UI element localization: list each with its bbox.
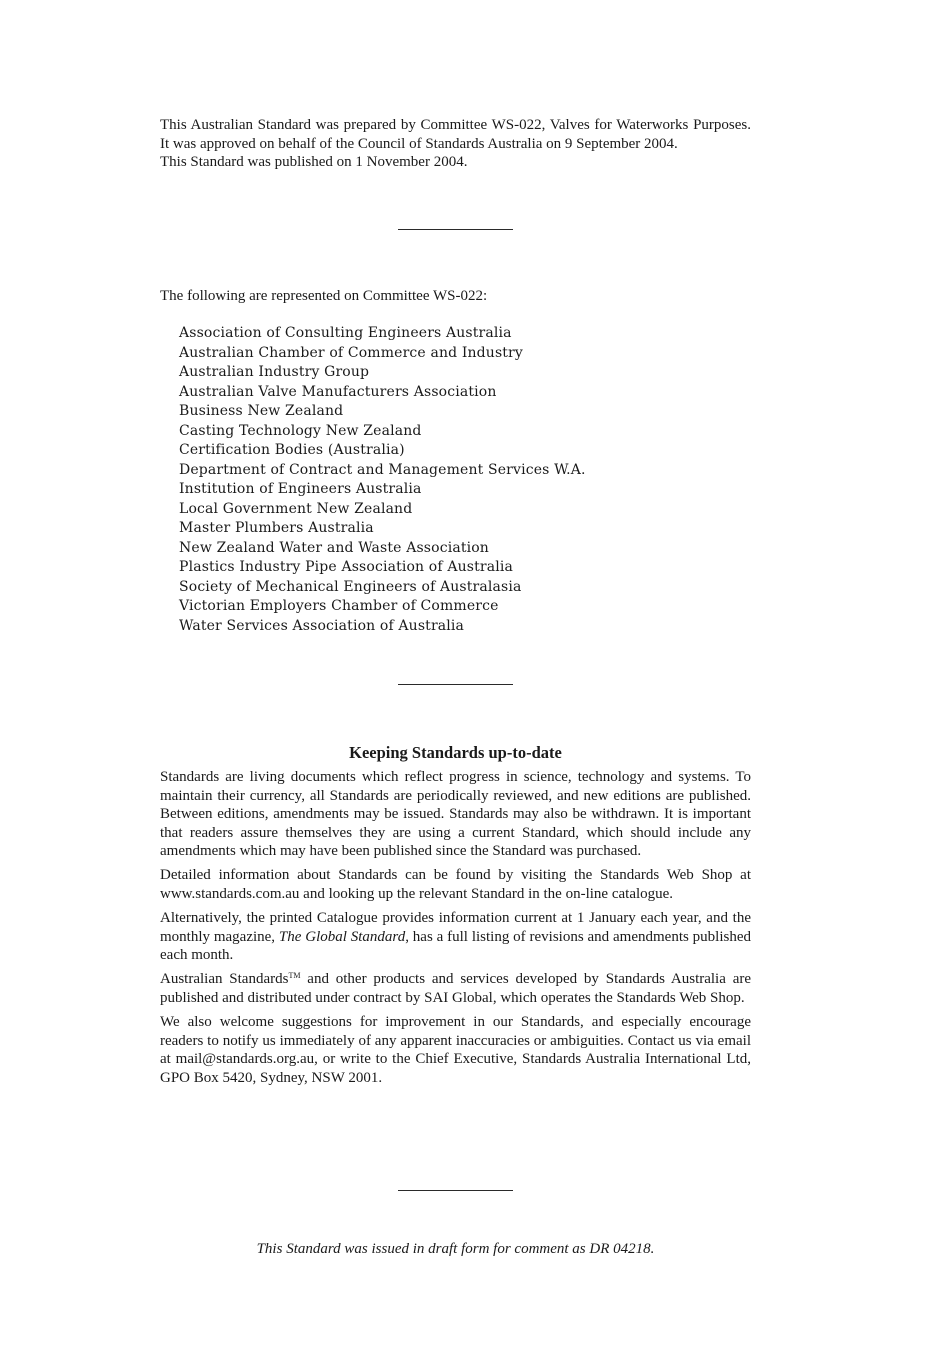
magazine-title: The Global Standard (278, 928, 406, 945)
paragraph-suggestions: We also welcome suggestions for improvement in our Standards, and especially encourage readers to notify us immediately of any apparent inaccuracies or ambiguities. Contact us via email at mail@standards.org.au, or write to the Chief Executive, Standards Australia International Ltd, GPO Box 5420, Sydney, NSW 2001. (160, 1014, 751, 1086)
section-divider (398, 229, 513, 230)
list-item: Business New Zealand (179, 403, 344, 419)
section-divider (398, 1190, 513, 1191)
section-divider (398, 684, 513, 685)
list-item: Certification Bodies (Australia) (179, 442, 405, 458)
keeping-standards-title: Keeping Standards up-to-date (349, 743, 562, 762)
published-statement: This Standard was published on 1 November 2004. (160, 154, 468, 171)
list-item: Australian Chamber of Commerce and Industry (179, 344, 523, 361)
paragraph-distribution (160, 970, 751, 1007)
list-item: Australian Industry Group (179, 364, 370, 380)
keeping-standards-section (160, 768, 751, 1093)
organization-list (179, 324, 586, 636)
paragraph-catalogue (160, 909, 751, 965)
list-item: Water Services Association of Australia (179, 617, 465, 634)
list-item: Plastics Industry Pipe Association of Australia (179, 559, 513, 575)
list-item: Association of Consulting Engineers Australia (179, 325, 512, 341)
draft-footnote: This Standard was issued in draft form for comment as DR 04218. (256, 1241, 655, 1257)
list-item: Casting Technology New Zealand (179, 422, 422, 439)
intro-section (160, 116, 751, 172)
trademark-symbol: TM (288, 971, 301, 981)
list-item: Local Government New Zealand (179, 500, 413, 517)
distribution-text: and other products and services developed by Standards Australia are published and distributed under contract by SAI Global, which operates the Standards Web Shop. (160, 971, 752, 1007)
paragraph-living-documents: Standards are living documents which reflect progress in science, technology and systems. To maintain their currency, all Standards are periodically reviewed, and new editions are published. Between editions, amendments may be issued. Standards may also be withdrawn. It is important that readers assure themselves they are using a current Standard, which should include any amendments which may have been published since the Standard was purchased. (160, 769, 751, 860)
representation-heading: The following are represented on Committee WS-022: (160, 288, 488, 304)
list-item: Society of Mechanical Engineers of Australasia (179, 578, 522, 595)
list-item: Master Plumbers Australia (179, 520, 374, 536)
list-item: Institution of Engineers Australia (179, 481, 422, 497)
list-item: Victorian Employers Chamber of Commerce (179, 598, 499, 614)
list-item: Department of Contract and Management Services W.A. (179, 461, 586, 478)
list-item: Australian Valve Manufacturers Association (179, 383, 497, 400)
list-item: New Zealand Water and Waste Association (179, 539, 489, 556)
catalogue-text-end: , has a full listing of revisions and amendments published each month. (160, 928, 752, 964)
catalogue-text-start: Alternatively, the printed Catalogue provides information current at 1 January each year, and the monthly magazine, (160, 910, 751, 945)
prepared-statement: This Australian Standard was prepared by Committee WS-022, Valves for Waterworks Purposes. It was approved on behalf of the Council of Standards Australia on 9 September 2004. (160, 117, 751, 152)
trademark-name: Australian Standards (160, 971, 289, 988)
paragraph-web-shop: Detailed information about Standards can be found by visiting the Standards Web Shop at www.standards.com.au and looking up the relevant Standard in the on-line catalogue. (160, 867, 751, 903)
